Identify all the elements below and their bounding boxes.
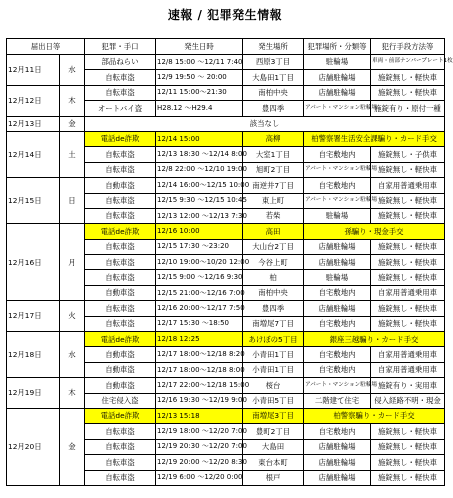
table-row [7,55,445,70]
day-of-week: 金 [60,116,85,131]
crime-location-category: 自宅敷地内 [304,424,371,439]
crime-method: 施錠無し・軽快車 [371,255,445,270]
occurrence-place: 小青田5丁目 [243,393,304,408]
report-date: 12月17日 [7,301,60,332]
crime-method: 自家用普通乗用車 [371,347,445,362]
report-date: 12月15日 [7,178,60,224]
occurrence-datetime: 12/19 18:00 ～12/20 7:00 [156,424,243,439]
crime-location-category: 自宅敷地内 [304,316,371,331]
day-of-week: 火 [60,301,85,332]
occurrence-datetime: 12/19 20:30 ～12/20 7:00 [156,439,243,454]
occurrence-place: あけぼの5丁目 [243,332,304,347]
report-date: 12月19日 [7,378,60,409]
crime-location-category: アパート・マンション駐輪場 [304,162,371,177]
crime-type: 自動車盗 [85,362,156,377]
crime-type: 自転車盗 [85,162,156,177]
crime-type: 自転車盗 [85,85,156,100]
report-date: 12月11日 [7,55,60,86]
crime-method: 侵入経路不明・現金 [371,393,445,408]
crime-table [6,38,453,486]
occurrence-datetime: 12/10 19:00～10/20 12:00 [156,255,243,270]
occurrence-datetime: 12/19 20:00 ～12/20 8:30 [156,455,243,470]
crime-type: 電話de詐欺 [85,332,156,347]
occurrence-datetime: 12/16 19:30 ～12/19 9:00 [156,393,243,408]
day-of-week: 水 [60,332,85,378]
crime-method: 施錠無し・軽快車 [371,162,445,177]
fraud-method: 孫騙り・現金手交 [304,224,445,239]
day-of-week: 土 [60,131,85,177]
no-incident-note: 該当なし [85,116,445,131]
occurrence-place: 大島田1丁目 [243,70,304,85]
crime-method: 施錠無し・軽快車 [371,424,445,439]
crime-location-category: アパート・マンション駐輪場 [304,193,371,208]
occurrence-datetime: 12/8 15:00 ～12/11 7:40 [156,55,243,70]
occurrence-place: 豊四季 [243,301,304,316]
occurrence-place: 桜台 [243,378,304,393]
crime-type: 自動車盗 [85,285,156,300]
occurrence-datetime: 12/11 15:00～21:30 [156,85,243,100]
day-of-week: 月 [60,224,85,301]
crime-type: 自転車盗 [85,147,156,162]
occurrence-place: 高田 [243,224,304,239]
header-category: 犯罪場所・分類等 [304,39,371,55]
table-row [7,408,445,423]
occurrence-datetime: 12/15 17:30 ～23:20 [156,239,243,254]
header-type: 犯罪・手口 [85,39,156,55]
header-date: 届出日等 [7,39,85,55]
occurrence-datetime: 12/17 18:00～12/18 8:00 [156,362,243,377]
occurrence-place: 大島田 [243,439,304,454]
occurrence-datetime: 12/14 15:00 [156,131,243,146]
fraud-method: 柏警察騙り・カード手交 [304,408,445,423]
crime-method: 自家用普通乗用車 [371,285,445,300]
occurrence-place: 南柏中央 [243,85,304,100]
crime-method: 施錠無し・軽快車 [371,455,445,470]
occurrence-place: 西原3丁目 [243,55,304,70]
report-title: 速報 / 犯罪発生情報 [167,8,283,22]
crime-location-category: 駐輪場 [304,270,371,285]
crime-method: 自家用普通乗用車 [371,362,445,377]
report-date: 12月16日 [7,224,60,301]
day-of-week: 水 [60,55,85,86]
crime-method: 施錠無し・軽快車 [371,470,445,485]
occurrence-datetime: 12/15 9:00 ～12/16 9:30 [156,270,243,285]
day-of-week: 木 [60,85,85,116]
occurrence-place: 東上町 [243,193,304,208]
crime-location-category: 二階建て住宅 [304,393,371,408]
day-of-week: 木 [60,378,85,409]
occurrence-datetime: 12/17 22:00～12/18 15:00 [156,378,243,393]
occurrence-datetime: 12/8 22:00 ～12/10 19:00 [156,162,243,177]
crime-type: 自転車盗 [85,70,156,85]
occurrence-place: 豊町2丁目 [243,424,304,439]
fraud-method: 柏警察署生活安全課騙り・カード手交 [304,131,445,146]
crime-method: 自家用普通乗用車 [371,178,445,193]
report-date: 12月18日 [7,332,60,378]
occurrence-place: 高柳 [243,131,304,146]
report-date: 12月12日 [7,85,60,116]
occurrence-place: 今谷上町 [243,255,304,270]
crime-method: 施錠無し・軽快車 [371,239,445,254]
occurrence-datetime: 12/14 16:00～12/15 10:00 [156,178,243,193]
crime-method: 施錠無し・軽快車 [371,208,445,223]
occurrence-place: 豊四季 [243,101,304,116]
occurrence-place: 根戸 [243,470,304,485]
header-datetime: 発生日時 [156,39,243,55]
occurrence-datetime: 12/16 20:00～12/17 7:50 [156,301,243,316]
occurrence-place: 柏 [243,270,304,285]
crime-location-category: 店舗駐輪場 [304,455,371,470]
crime-type: 部品ねらい [85,55,156,70]
occurrence-datetime: 12/17 18:00～12/18 8:20 [156,347,243,362]
crime-location-category: 自宅敷地内 [304,347,371,362]
crime-location-category: 駐輪場 [304,55,371,70]
header-method: 犯行手段方法等 [371,39,445,55]
crime-type: 電話de詐欺 [85,224,156,239]
crime-type: 自動車盗 [85,178,156,193]
day-of-week: 金 [60,408,85,485]
occurrence-place: 南逆井7丁目 [243,178,304,193]
crime-method: 施錠無し・軽快車 [371,270,445,285]
table-header-row [7,39,445,55]
occurrence-datetime: 12/13 15:18 [156,408,243,423]
crime-method: 施錠無し・軽快車 [371,70,445,85]
crime-type: 電話de詐欺 [85,131,156,146]
occurrence-datetime: 12/17 15:30 ～18:50 [156,316,243,331]
crime-method: 施錠無し・子供車 [371,147,445,162]
header-place: 発生場所 [243,39,304,55]
table-row [7,332,445,347]
crime-type: 自動車盗 [85,378,156,393]
day-of-week: 日 [60,178,85,224]
occurrence-place: 小青田1丁目 [243,362,304,377]
table-body [7,55,453,486]
crime-type: 自転車盗 [85,270,156,285]
occurrence-datetime: H28.12 ～H29.4 [156,101,243,116]
report-date: 12月13日 [7,116,60,131]
crime-method: 施錠無し・軽快車 [371,85,445,100]
table-row [7,85,445,100]
crime-type: 自転車盗 [85,193,156,208]
crime-type: 自転車盗 [85,255,156,270]
crime-location-category: 自宅敷地内 [304,178,371,193]
crime-method: 施錠有り・原付一種 [371,101,445,116]
occurrence-place: 大室1丁目 [243,147,304,162]
crime-method: 施錠有り・実用車 [371,378,445,393]
crime-location-category: 駐輪場 [304,208,371,223]
occurrence-datetime: 12/15 9:30 ～12/15 10:45 [156,193,243,208]
crime-location-category: 自宅敷地内 [304,285,371,300]
crime-method: 施錠無し・軽快車 [371,301,445,316]
occurrence-place: 南柏中央 [243,285,304,300]
crime-type: 自転車盗 [85,316,156,331]
table-row [7,378,445,393]
occurrence-datetime: 12/19 6:00 ～12/20 0:00 [156,470,243,485]
crime-location-category: 自宅敷地内 [304,147,371,162]
occurrence-place: 小青田1丁目 [243,347,304,362]
occurrence-datetime: 12/13 18:30 ～12/14 8:00 [156,147,243,162]
crime-location-category: 自宅敷地内 [304,362,371,377]
crime-location-category: 店舗駐輪場 [304,255,371,270]
occurrence-datetime: 12/18 12:25 [156,332,243,347]
crime-type: 自転車盗 [85,208,156,223]
crime-type: 自転車盗 [85,470,156,485]
occurrence-datetime: 12/15 21:00～12/16 7:00 [156,285,243,300]
occurrence-place: 若柴 [243,208,304,223]
crime-method: 施錠無し・軽快車 [371,439,445,454]
crime-type: 自転車盗 [85,301,156,316]
occurrence-place: 東台本町 [243,455,304,470]
crime-type: 自転車盗 [85,239,156,254]
table-row [7,301,445,316]
occurrence-place: 旭町2丁目 [243,162,304,177]
crime-location-category: 店舗駐輪場 [304,301,371,316]
crime-location-category: 店舗駐輪場 [304,470,371,485]
crime-location-category: 店舗駐輪場 [304,70,371,85]
table-row [7,131,445,146]
report-date: 12月14日 [7,131,60,177]
crime-location-category: 店舗駐輪場 [304,439,371,454]
occurrence-place: 南増尾7丁目 [243,316,304,331]
crime-location-category: 店舗駐輪場 [304,85,371,100]
crime-location-category: 店舗駐輪場 [304,239,371,254]
table-row [7,116,445,131]
table-row [7,178,445,193]
fraud-method: 銀座三越騙り・カード手交 [304,332,445,347]
crime-type: オートバイ盗 [85,101,156,116]
crime-type: 自転車盗 [85,455,156,470]
crime-method: 車両・前部ナンバープレート1枚 [371,55,445,70]
crime-location-category: アパート・マンション駐輪場 [304,101,371,116]
crime-location-category: アパート・マンション駐輪場 [304,378,371,393]
crime-type: 自転車盗 [85,424,156,439]
occurrence-place: 南増尾3丁目 [243,408,304,423]
crime-method: 施錠無し・軽快車 [371,193,445,208]
occurrence-place: 大山台2丁目 [243,239,304,254]
occurrence-datetime: 12/9 19:50 ～ 20:00 [156,70,243,85]
crime-type: 自動車盗 [85,347,156,362]
report-date: 12月20日 [7,408,60,485]
occurrence-datetime: 12/16 10:00 [156,224,243,239]
table-row [7,224,445,239]
crime-type: 住宅侵入盗 [85,393,156,408]
crime-type: 電話de詐欺 [85,408,156,423]
crime-type: 自転車盗 [85,439,156,454]
crime-method: 施錠無し・軽快車 [371,316,445,331]
occurrence-datetime: 12/13 12:00 ～12/13 7:30 [156,208,243,223]
